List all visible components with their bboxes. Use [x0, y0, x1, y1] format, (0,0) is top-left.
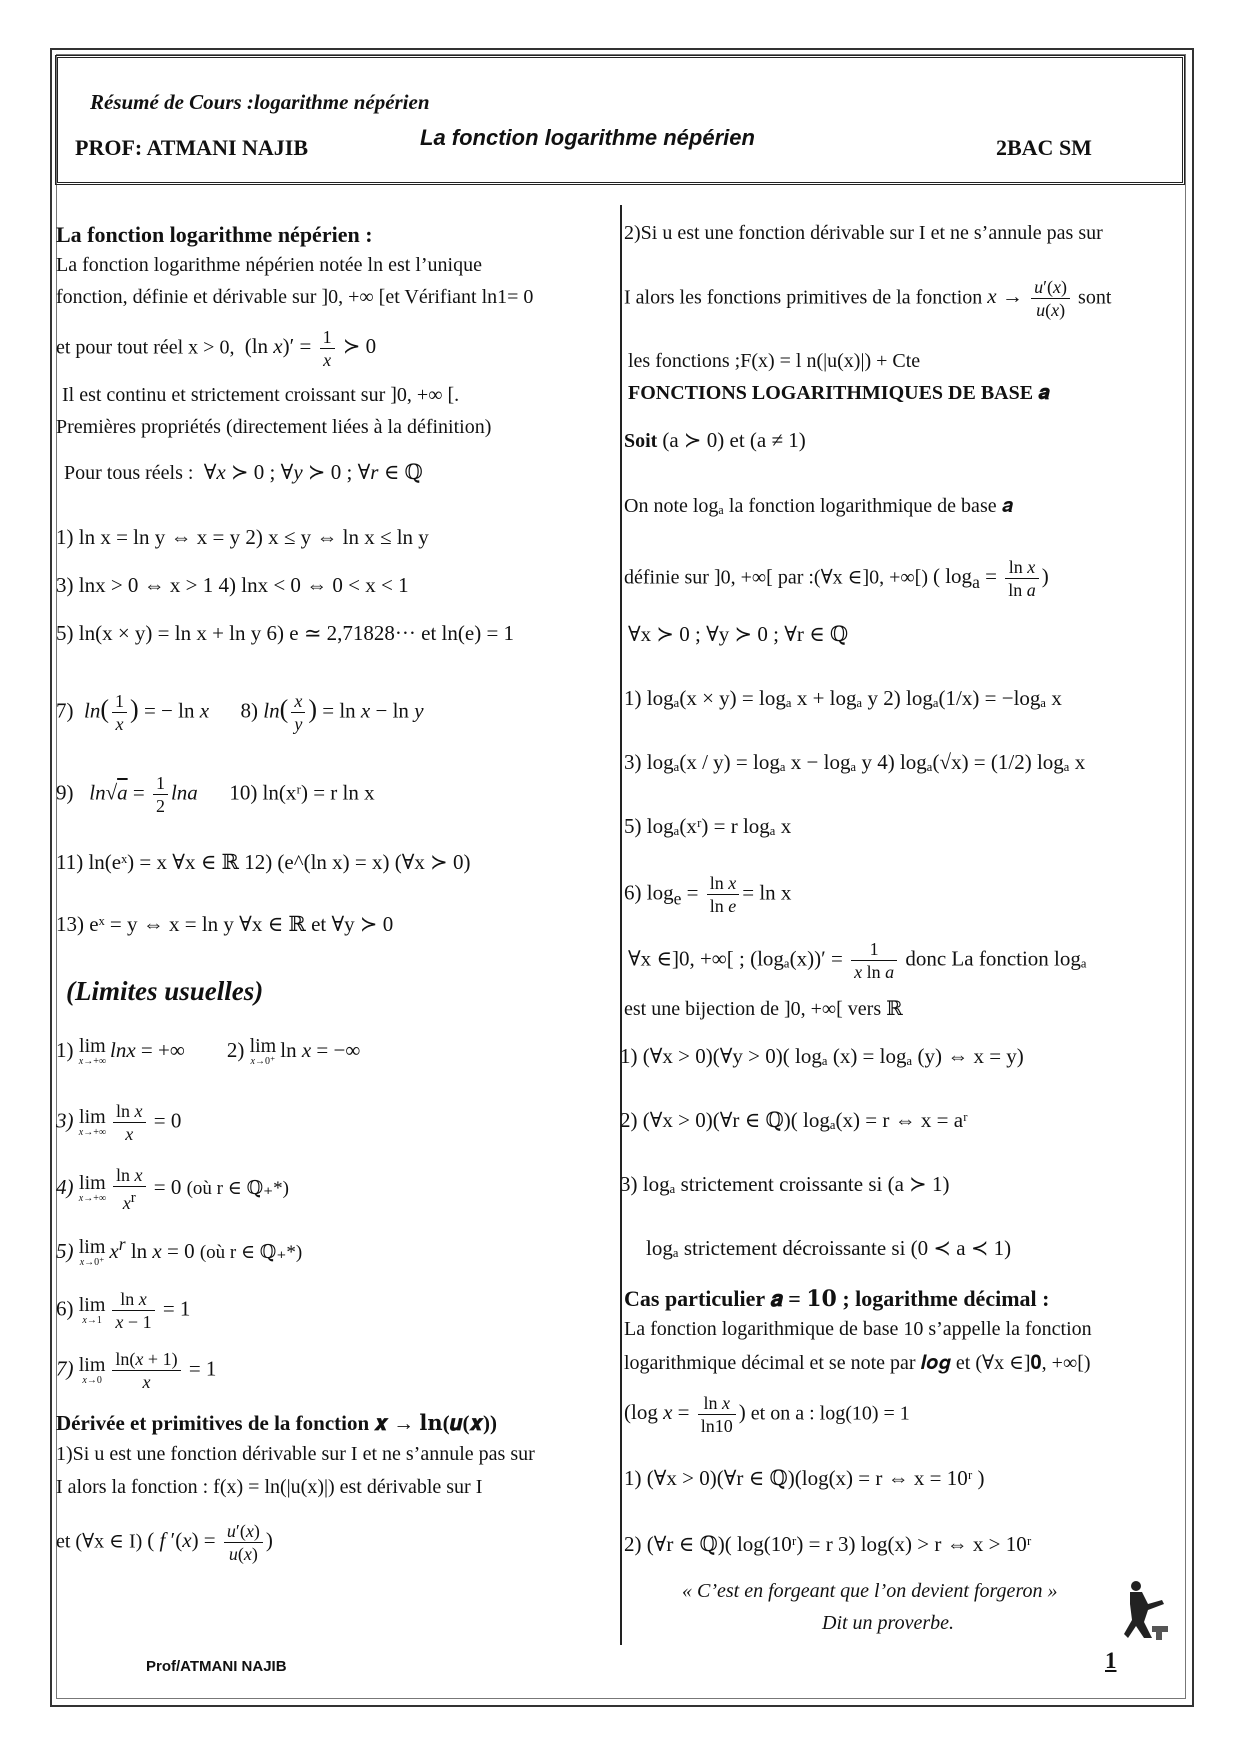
base-heading: FONCTIONS LOGARITHMIQUES DE BASE 𝒂 — [628, 382, 1050, 404]
limit-6: 6) lim x→1 $\frac{\text{ln x}}{x - 1}$ = 1 — [56, 1289, 191, 1332]
monotonic-increasing: 3) logₐ strictement croissante si (a ≻ 1) — [620, 1172, 950, 1196]
l7-label: 7) — [56, 1356, 74, 1381]
header-level: 2BAC SM — [996, 135, 1092, 160]
log-decimal-def: (log x = $\frac{\text{ln x}}{\ln 10}$ ) — [624, 1393, 746, 1436]
monotonic-decreasing: logₐ strictement décroissante si (0 ≺ a ≺ 1) — [646, 1236, 1012, 1260]
primitive-fraction: x → $\frac{u'(x)}{u(x)}$ — [987, 284, 1073, 308]
bijection-prop-1: 1) (∀x > 0)(∀y > 0)( logₐ (x) = logₐ (y) ⇔ x = y) — [620, 1044, 1024, 1068]
property-11-12: 11) ln(eˣ) = x ∀x ∈ ℝ 12) (e^(ln x) = x) (∀x ≻ 0) — [56, 850, 471, 874]
limit-3: 3) lim x→+∞ $\frac{\text{ln x}}{x}$ = 0 — [56, 1101, 182, 1144]
limit-7: 7) lim x→0 $\frac{\ln(x + 1)}{x}$ = 1 — [56, 1349, 217, 1392]
derivative-line-2: I alors la fonction : f(x) = ln(|u(x)|) est dérivable sur I — [56, 1476, 483, 1498]
header-box — [55, 55, 1185, 185]
q6-label: 6) — [624, 880, 642, 905]
limit-1-2: 1) lim x→+∞ lnx = +∞ 2) lim x→0⁺ ln x = −∞ — [56, 1035, 361, 1067]
decimal-heading: Cas particulier 𝒂 = 𝟏𝟎 ; logarithme décimal : — [624, 1286, 1050, 1311]
quantifiers: ∀x ≻ 0 ; ∀y ≻ 0 ; ∀r ∈ ℚ — [198, 460, 423, 484]
l5-label: 5) — [56, 1239, 74, 1263]
property-3-4: 3) lnx > 0 ⇔ x > 1 4) lnx < 0 ⇔ 0 < x < 1 — [56, 573, 409, 597]
deriv-post: donc La fonction logₐ — [905, 946, 1087, 971]
log-definition: ( $\log_a$ = $\frac{\text{ln x}}{\text{ln a}}$ ) — [932, 557, 1049, 600]
derivative-line-1: 1)Si u est une fonction dérivable sur I et ne s’annule pas sur — [56, 1443, 535, 1465]
column-divider — [620, 205, 622, 1645]
primitive-line-3: les fonctions ;F(x) = l n(|u(x)|) + Cte — [628, 350, 921, 372]
log-derivative: ∀x ∈]0, +∞[ ; (logₐ(x))′ = $\frac{1}{\text{x ln a}}$ donc La fonction logₐ — [628, 939, 1087, 982]
defined-line — [624, 556, 1049, 601]
proverb-source: Dit un proverbe. — [822, 1612, 955, 1634]
quantifiers-right: ∀x ≻ 0 ; ∀y ≻ 0 ; ∀r ∈ ℚ — [628, 622, 849, 646]
derivative-heading: Dérivée et primitives de la fonction 𝒙 → 𝐥𝐧(𝒖(𝒙)) — [56, 1411, 498, 1435]
p10-formula: 10) ln(xʳ) = r ln x — [229, 780, 375, 805]
decimal-line-1: La fonction logarithmique de base 10 s’appelle la fonction — [624, 1318, 1092, 1340]
decimal-prop-1: 1) (∀x > 0)(∀r ∈ ℚ)(log(x) = r ⇔ x = 10ʳ ) — [624, 1466, 985, 1490]
log-property-3-4: 3) logₐ(x / y) = logₐ x − logₐ y 4) logₐ(√x) = (1/2) logₐ x — [624, 750, 1086, 774]
soit-label: Soit — [624, 430, 658, 452]
intro-text: et pour tout réel x > 0, — [56, 336, 235, 359]
p9-label: 9) — [56, 780, 74, 805]
limit-4: 4) lim x→+∞ $\frac{\text{ln x}}{x^r}$ = 0 (où r ∈ ℚ₊*) — [56, 1165, 289, 1213]
q6-rhs: = ln x — [742, 880, 792, 905]
l3-label: 3) — [56, 1108, 74, 1133]
deriv-pre: ∀x ∈]0, +∞[ ; (logₐ(x))′ = — [628, 946, 843, 971]
for-all-label: Pour tous réels : — [64, 462, 194, 484]
log-property-6: 6) $\log_e$ = $\frac{\text{ln x}}{\text{ln e}}$ = ln x — [624, 873, 792, 916]
bijection-prop-2: 2) (∀x > 0)(∀r ∈ ℚ)( logₐ(x) = r ⇔ x = aʳ — [620, 1108, 968, 1132]
decimal-line-3 — [624, 1392, 910, 1437]
l2-label: 2) — [226, 1037, 245, 1062]
derivative-formula-2: ( f ′(x) = $\frac{u'(x)}{u(x)}$ ) — [147, 1521, 273, 1564]
footer-author: Prof/ATMANI NAJIB — [146, 1658, 287, 1675]
header-prof: PROF: ATMANI NAJIB — [75, 135, 309, 160]
log-property-5: 5) logₐ(xʳ) = r logₐ x — [624, 814, 792, 838]
property-1-2: 1) ln x = ln y ⇔ x = y 2) x ≤ y ⇔ ln x ≤ ln y — [56, 525, 429, 549]
dec3-text: et on a : log(10) = 1 — [750, 1402, 910, 1425]
blacksmith-icon — [1122, 1578, 1170, 1640]
bijection-line: est une bijection de ]0, +∞[ vers ℝ — [624, 998, 903, 1020]
page-number: 1 — [1105, 1648, 1117, 1673]
limits-heading: (Limites usuelles) — [66, 976, 264, 1006]
property-9-10: 9) ln√a = $\frac{1}{2}$ lna 10) ln(xʳ) = r ln x — [56, 773, 375, 816]
derivative-line-3 — [56, 1520, 273, 1565]
l6-label: 6) — [56, 1296, 74, 1321]
property-7-8: 7) ln( $\frac{1}{x}$ ) = − ln x 8) ln( $\frac{x}{y}$ ) = ln x − ln y — [56, 691, 424, 734]
on-note-line: On note logₐ la fonction logarithmique de base 𝒂 — [624, 495, 1013, 517]
p7-label: 7) — [56, 698, 74, 723]
soit-line — [624, 428, 806, 453]
for-all-line — [64, 460, 423, 485]
intro-line-3 — [56, 326, 376, 371]
primitive-line-1: 2)Si u est une fonction dérivable sur I et ne s’annule pas sur — [624, 222, 1103, 244]
derivative-formula: (ln x)′ = $\frac{1}{x}$ ≻ 0 — [239, 327, 377, 370]
soit-condition: (a ≻ 0) et (a ≠ 1) — [662, 428, 806, 452]
p8-label: 8) — [240, 698, 259, 723]
intro-line-1: La fonction logarithme népérien notée ln est l’unique — [56, 254, 482, 276]
property-13: 13) eˣ = y ⇔ x = ln y ∀x ∈ ℝ et ∀y ≻ 0 — [56, 912, 394, 936]
l1-label: 1) — [56, 1037, 74, 1062]
defined-text: définie sur ]0, +∞[ par :(∀x ∈]0, +∞[) — [624, 566, 928, 589]
r2-end: sont — [1078, 286, 1112, 309]
property-5-6: 5) ln(x × y) = ln x + ln y 6) e ≃ 2,71828··· et ln(e) = 1 — [56, 621, 515, 645]
log-property-1-2: 1) logₐ(x × y) = logₐ x + logₐ y 2) logₐ(1/x) = −logₐ x — [624, 686, 1062, 710]
decimal-prop-2-3: 2) (∀r ∈ ℚ)( log(10ʳ) = r 3) log(x) > r ⇔ x > 10ʳ — [624, 1532, 1032, 1556]
r2-text: I alors les fonctions primitives de la fonction — [624, 286, 983, 309]
header-subtitle: Résumé de Cours :logarithme népérien — [90, 90, 430, 114]
intro-line-2: fonction, définie et dérivable sur ]0, +∞ [et Vérifiant ln1= 0 — [56, 286, 534, 308]
properties-title: Premières propriétés (directement liées à la définition) — [56, 416, 492, 438]
primitive-line-2 — [624, 276, 1111, 321]
decimal-line-2: logarithmique décimal et se note par 𝒍𝒐𝒈 et (∀x ∈]𝟎, +∞[) — [624, 1352, 1091, 1374]
l5-note: (où r ∈ ℚ₊*) — [199, 1242, 303, 1263]
l4-label: 4) — [56, 1174, 74, 1199]
section-heading: La fonction logarithme népérien : — [56, 222, 373, 247]
continuity-line: Il est continu et strictement croissant sur ]0, +∞ [. — [62, 384, 460, 406]
limit-5: 5) lim x→0⁺ $x^r$ ln x = 0 (où r ∈ ℚ₊*) — [56, 1234, 303, 1269]
l4-note: (où r ∈ ℚ₊*) — [186, 1177, 289, 1199]
proverb-quote: « C’est en forgeant que l’on devient forgeron » — [682, 1580, 1058, 1602]
header-title: La fonction logarithme népérien — [420, 125, 755, 150]
d3-label: et (∀x ∈ I) — [56, 1530, 143, 1553]
